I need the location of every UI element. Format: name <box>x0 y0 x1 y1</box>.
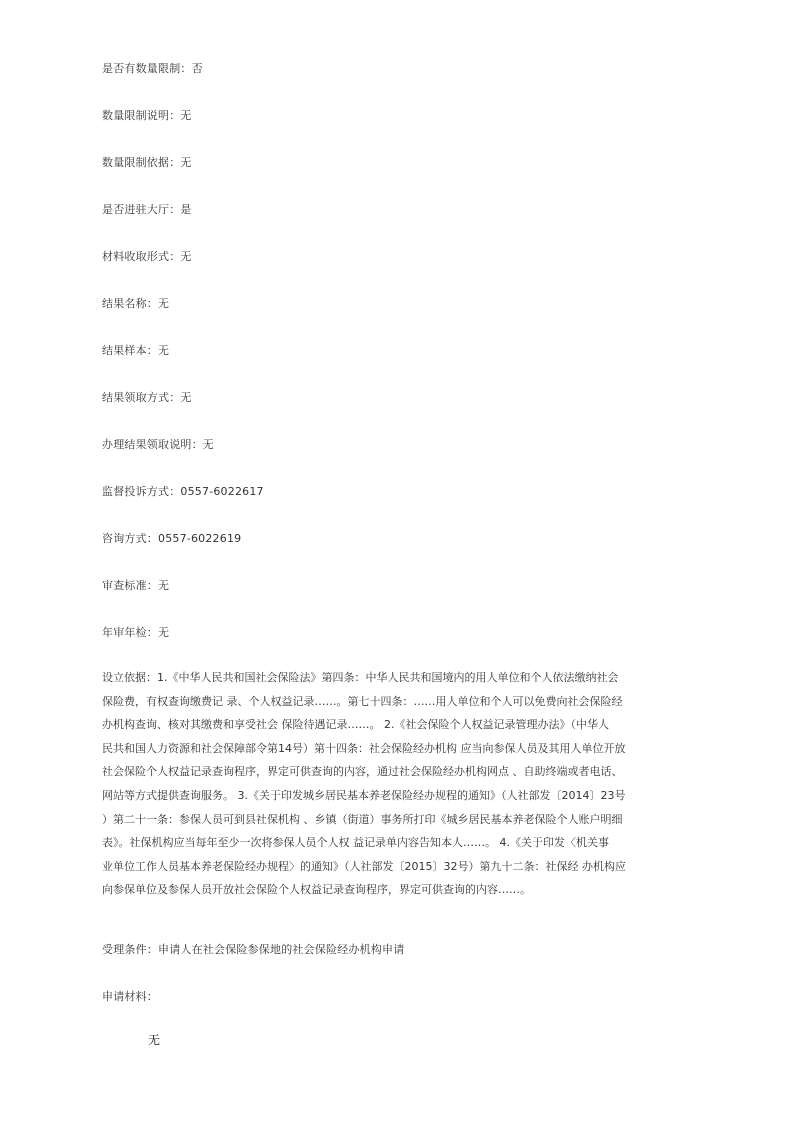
field-quantity-limit: 是否有数量限制：否 <box>102 62 203 75</box>
field-material-form: 材料收取形式：无 <box>102 250 192 263</box>
field-result-pickup-desc: 办理结果领取说明：无 <box>102 438 214 451</box>
field-complaint-phone: 监督投诉方式：0557-6022617 <box>102 485 264 498</box>
legal-basis-paragraph <box>102 666 688 902</box>
basis-line: ）第二十一条：参保人员可到县社保机构 、乡镇（街道）事务所打印《城乡居民基本养老保险个人账户明细 <box>102 812 623 826</box>
field-annual-review: 年审年检：无 <box>102 626 170 639</box>
field-review-standard: 审查标准：无 <box>102 579 170 592</box>
basis-line: 表》。社保机构应当每年至少一次将参保人员个人权 益记录单内容告知本人……。 4.《关于印发〈机关事 <box>102 836 609 850</box>
materials-label: 申请材料： <box>102 990 158 1003</box>
basis-line: 办机构查询、核对其缴费和享受社会 保险待遇记录……。 2.《社会保险个人权益记录管理办法》（中华人 <box>102 718 609 732</box>
basis-line: 向参保单位及参保人员开放社会保险个人权益记录查询程序，界定可供查询的内容……。 <box>102 883 531 897</box>
acceptance-conditions: 受理条件：申请人在社会保险参保地的社会保险经办机构申请 <box>102 943 405 956</box>
basis-line: 网站等方式提供查询服务。 3.《关于印发城乡居民基本养老保险经办规程的通知》（人社部发〔2014〕23号 <box>102 788 626 802</box>
materials-value: 无 <box>148 1033 161 1047</box>
field-result-name: 结果名称：无 <box>102 297 170 310</box>
basis-line: 保险费，有权查询缴费记 录、个人权益记录……。第七十四条：……用人单位和个人可以免费向社会保险经 <box>102 694 623 708</box>
basis-line: 业单位工作人员基本养老保险经办规程〉的通知》（人社部发〔2015〕32号）第九十二条：社保经 办机构应 <box>102 859 626 873</box>
basis-line: 设立依据：1.《中华人民共和国社会保险法》第四条：中华人民共和国境内的用人单位和个人依法缴纳社会 <box>102 671 619 684</box>
basis-line: 社会保险个人权益记录查询程序，界定可供查询的内容，通过社会保险经办机构网点 、自助终端或者电话、 <box>102 765 623 779</box>
field-result-sample: 结果样本：无 <box>102 344 170 357</box>
field-quantity-limit-basis: 数量限制依据：无 <box>102 156 192 169</box>
basis-line: 民共和国人力资源和社会保障部令第14号）第十四条：社会保险经办机构 应当向参保人员及其用人单位开放 <box>102 741 626 755</box>
field-in-hall: 是否进驻大厅：是 <box>102 203 192 216</box>
field-quantity-limit-desc: 数量限制说明：无 <box>102 109 192 122</box>
field-consult-phone: 咨询方式：0557-6022619 <box>102 532 242 545</box>
field-result-pickup: 结果领取方式：无 <box>102 391 192 404</box>
